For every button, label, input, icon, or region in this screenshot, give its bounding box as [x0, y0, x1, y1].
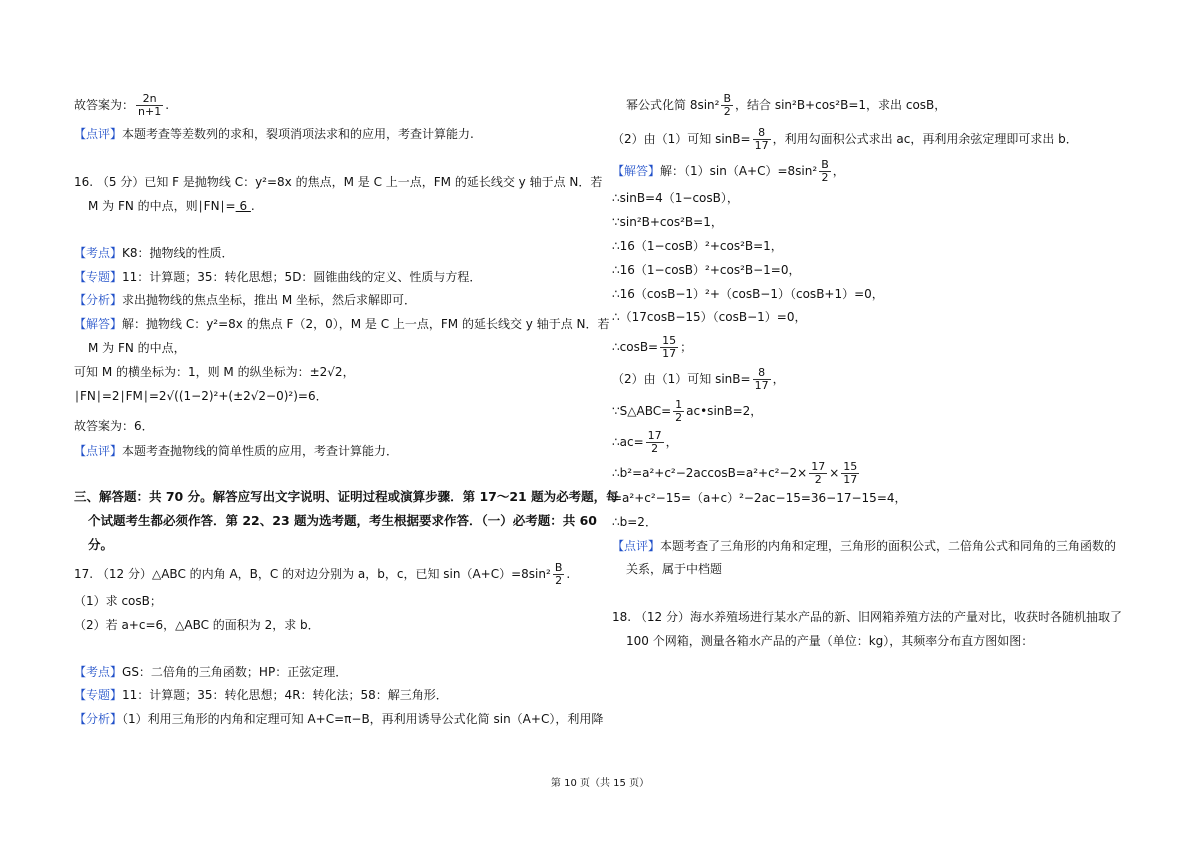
topic-text: 11：计算题；35：转化思想；4R：转化法；58：解三角形．: [122, 688, 448, 702]
fraction: [721, 93, 733, 118]
q16-solution-line2: M 为 FN 的中点，: [88, 341, 186, 355]
text-span: ，: [772, 372, 785, 386]
fraction: [753, 367, 771, 392]
answer-suffix: .: [165, 98, 170, 112]
r-line5: ∵sin²B+cos²B=1，: [612, 215, 723, 229]
answer-line: [74, 93, 169, 118]
fraction-numerator: 15: [662, 334, 677, 347]
q17-knowledge: [74, 664, 347, 680]
q18-line2: 100 个网箱，测量各箱水产品的产量（单位：kg），其频率分布直方图如图：: [626, 634, 1034, 648]
review-tag: 【点评】: [74, 127, 123, 141]
r-line12: [612, 399, 762, 424]
section3-line3: 分。: [88, 537, 114, 552]
fraction: [841, 461, 859, 486]
text-span: 幂公式化简 8sin²: [626, 98, 720, 112]
q16-line2: [88, 198, 255, 214]
q16-line1: 16. （5 分）已知 F 是抛物线 C：y²=8x 的焦点，M 是 C 上一点，FM 的延长线交 y 轴于点 N．若: [74, 175, 603, 189]
q16-review: [74, 443, 398, 459]
fraction-numerator: B: [554, 561, 563, 574]
review-text: 本题考查了三角形的内角和定理，三角形的面积公式，二倍角公式和同角的三角函数的: [660, 539, 1117, 553]
q17-stem: [74, 562, 570, 587]
q16-solution-line5: 故答案为：6．: [74, 419, 154, 433]
text-span: ×: [829, 466, 840, 480]
fraction-denominator: 17: [843, 473, 858, 486]
q16-solution-line4: ∣FN∣=2∣FM∣=2√((1−2)²+(±2√2−0)²)=6．: [74, 389, 328, 403]
text-span: ∴b²=a²+c²−2accosB=a²+c²−2×: [612, 466, 808, 480]
text-span: ，利用勾面积公式求出 ac，再利用余弦定理即可求出 b．: [772, 132, 1078, 146]
knowledge-text: GS：二倍角的三角函数；HP：正弦定理．: [122, 665, 348, 679]
q17-part1: （1）求 cosB；: [74, 594, 162, 608]
r-line6: ∴16（1−cosB）²+cos²B=1，: [612, 239, 783, 253]
q16-knowledge: [74, 245, 234, 261]
q16-end: .: [250, 199, 255, 213]
section3-line2: 个试题考生都必须作答．第 22、23 题为选考题，考生根据要求作答．（一）必考题：共 60: [88, 513, 597, 528]
solution-tag: 【解答】: [612, 164, 661, 178]
fraction-denominator: 17: [754, 379, 769, 392]
fraction-denominator: 17: [754, 139, 769, 152]
text-span: （2）由（1）可知 sinB=: [612, 372, 751, 386]
fraction-numerator: 1: [675, 398, 683, 411]
knowledge-tag: 【考点】: [74, 665, 123, 679]
fraction: [753, 127, 771, 152]
q16-solution-line1: [74, 316, 609, 332]
r-line11: [612, 367, 785, 392]
fraction-numerator: 17: [647, 429, 662, 442]
text-span: ac•sinB=2，: [686, 404, 763, 418]
r-line18: 关系，属于中档题: [626, 562, 723, 576]
fraction: [819, 159, 831, 184]
fraction: [660, 335, 678, 360]
r-line2: [612, 127, 1078, 152]
fraction-denominator: 2: [555, 574, 563, 587]
r-line15: =a²+c²−15=（a+c）²−2ac−15=36−17−15=4，: [612, 491, 907, 505]
r-line7: ∴16（1−cosB）²+cos²B−1=0，: [612, 263, 801, 277]
fraction-numerator: 8: [753, 367, 771, 380]
fraction-denominator: 17: [662, 347, 677, 360]
review-tag: 【点评】: [74, 444, 123, 458]
r-line10: [612, 335, 692, 360]
review-text: 本题考查等差数列的求和，裂项消项法求和的应用，考查计算能力.: [122, 127, 474, 141]
fraction-numerator: B: [821, 158, 829, 171]
q17-analysis: [74, 711, 603, 727]
analysis-tag: 【分析】: [74, 712, 123, 726]
review-tag: 【点评】: [612, 539, 661, 553]
r-line9: ∴（17cosB−15）（cosB−1）=0，: [612, 310, 807, 324]
fraction-denominator: 2: [723, 105, 731, 118]
answer-fraction: [136, 93, 163, 118]
analysis-tag: 【分析】: [74, 293, 123, 307]
fraction: [646, 430, 664, 455]
topic-tag: 【专题】: [74, 270, 123, 284]
r-line1: [626, 93, 946, 118]
review-text: 本题考查抛物线的简单性质的应用，考查计算能力．: [122, 444, 399, 458]
fraction: [809, 461, 827, 486]
text-span: （2）由（1）可知 sinB=: [612, 132, 751, 146]
fraction-denominator: 2: [814, 473, 822, 486]
page-footer: 第 10 页（共 15 页）: [550, 778, 650, 789]
fraction: [673, 399, 684, 424]
r-line16: ∴b=2．: [612, 515, 657, 529]
analysis-text: （1）利用三角形的内角和定理可知 A+C=π−B，再利用诱导公式化简 sin（A+C），利用降: [122, 712, 604, 726]
q16-answer: 6: [235, 199, 251, 213]
section3-line1: 三、解答题：共 70 分。解答应写出文字说明、证明过程或演算步骤．第 17～21 题为必考题，每: [74, 489, 619, 504]
text-span: ∴cosB=: [612, 340, 659, 354]
q16-topic: [74, 269, 481, 285]
topic-tag: 【专题】: [74, 688, 123, 702]
text-span: ∴ac=: [612, 435, 644, 449]
r-solution-start: [612, 159, 845, 184]
r-review: [612, 538, 1116, 554]
text-span: ，: [832, 164, 845, 178]
topic-text: 11：计算题；35：转化思想；5D：圆锥曲线的定义、性质与方程．: [122, 270, 482, 284]
q17-text: 17. （12 分）△ABC 的内角 A，B，C 的对边分别为 a，b，c，已知 sin（A+C）=8sin²: [74, 567, 551, 581]
text-span: ，结合 sin²B+cos²B=1，求出 cosB，: [735, 98, 947, 112]
fraction-denominator: n+1: [138, 105, 162, 118]
q17-part2: （2）若 a+c=6，△ABC 的面积为 2，求 b．: [74, 618, 320, 632]
text-span: ；: [680, 340, 693, 354]
r-line4: ∴sinB=4（1−cosB），: [612, 191, 739, 205]
fraction-numerator: 17: [811, 460, 826, 473]
review-line: [74, 126, 474, 142]
fraction-numerator: 15: [843, 460, 858, 473]
text-span: ∵S△ABC=: [612, 404, 672, 418]
solution-text: 解：抛物线 C：y²=8x 的焦点 F（2，0），M 是 C 上一点，FM 的延长线交 y 轴于点 N．若: [122, 317, 610, 331]
knowledge-tag: 【考点】: [74, 246, 123, 260]
fraction-denominator: 2: [651, 442, 659, 455]
text-span: 解：（1）sin（A+C）=8sin²: [660, 164, 818, 178]
fraction-numerator: B: [723, 92, 731, 105]
r-line8: ∴16（cosB−1）²+（cosB−1）（cosB+1）=0，: [612, 287, 884, 301]
q17-fraction: [553, 562, 565, 587]
knowledge-text: K8：抛物线的性质．: [122, 246, 234, 260]
answer-prefix: 故答案为：: [74, 98, 135, 112]
fraction-denominator: 2: [821, 171, 829, 184]
q16-solution-line3: 可知 M 的横坐标为：1，则 M 的纵坐标为：±2√2，: [74, 365, 355, 379]
q16-analysis: [74, 292, 416, 308]
fraction-numerator: 2n: [136, 93, 163, 106]
analysis-text: 求出抛物线的焦点坐标，推出 M 坐标，然后求解即可．: [122, 293, 417, 307]
r-line13: [612, 430, 678, 455]
q16-stem: M 为 FN 的中点，则∣FN∣=: [88, 199, 236, 213]
q18-line1: 18. （12 分）海水养殖场进行某水产品的新、旧网箱养殖方法的产量对比，收获时各随机抽取了: [612, 610, 1122, 624]
q17-end: .: [566, 567, 571, 581]
text-span: ，: [665, 435, 678, 449]
r-line14: [612, 461, 861, 486]
solution-tag: 【解答】: [74, 317, 123, 331]
fraction-denominator: 2: [675, 411, 683, 424]
q17-topic: [74, 687, 448, 703]
fraction-numerator: 8: [753, 127, 771, 140]
